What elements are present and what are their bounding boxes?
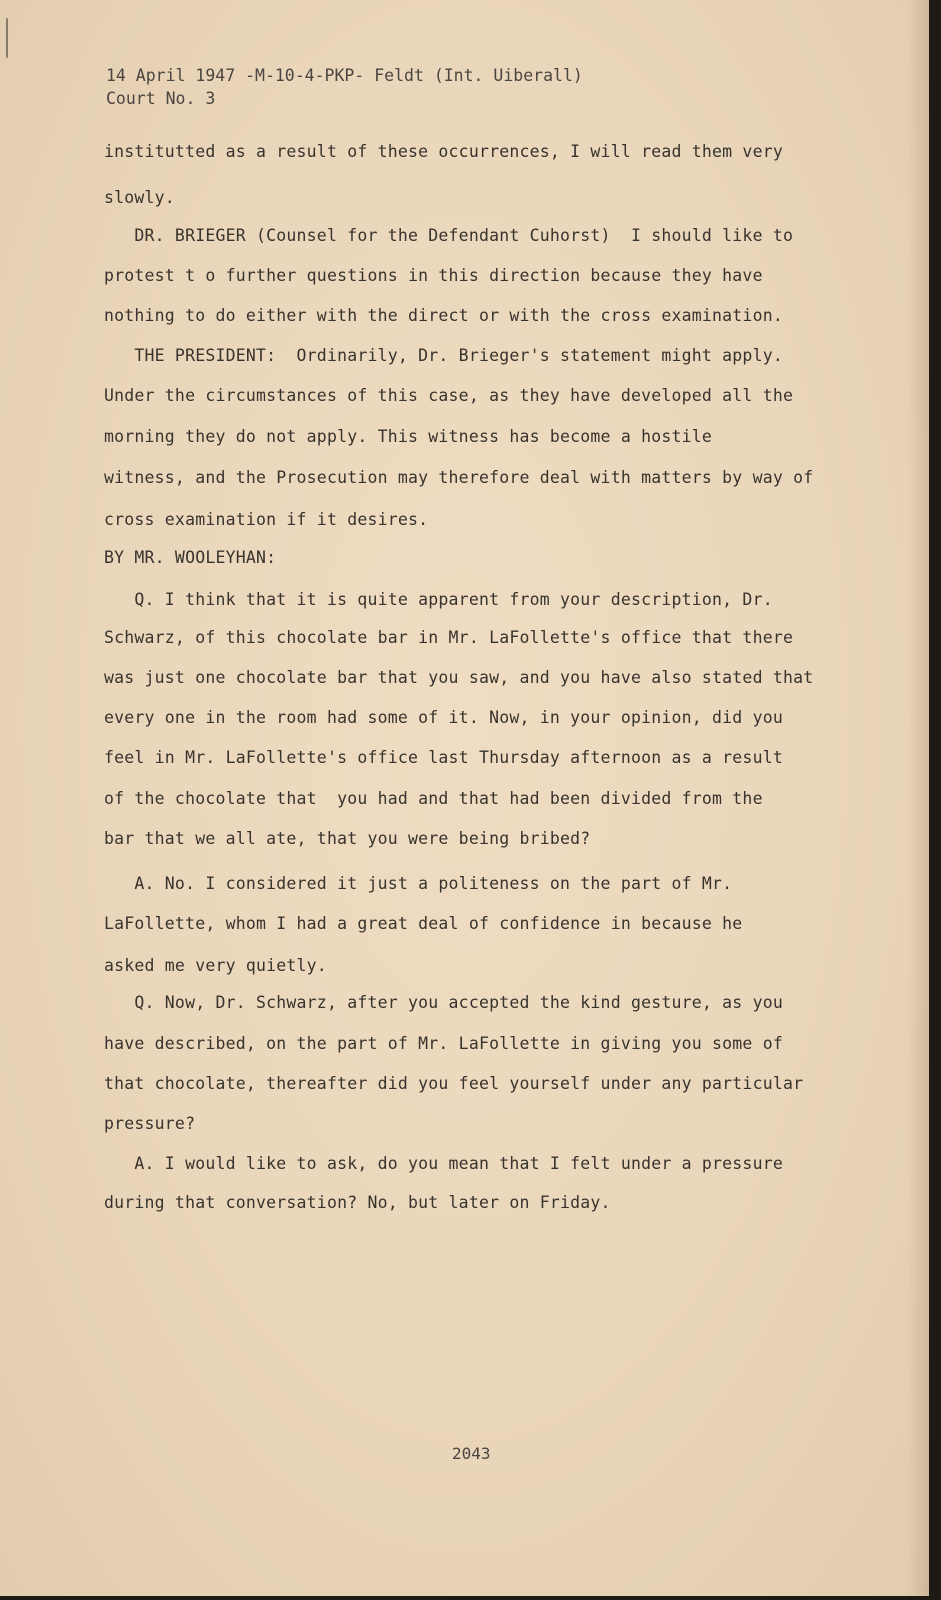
page-header <box>106 64 583 110</box>
transcript-line: bar that we all ate, that you were being bribed? <box>104 829 591 848</box>
transcript-line: during that conversation? No, but later on Friday. <box>104 1193 611 1212</box>
transcript-line: every one in the room had some of it. Now, in your opinion, did you <box>104 708 783 727</box>
transcript-line: slowly. <box>104 188 175 207</box>
transcript-line: BY MR. WOOLEYHAN: <box>104 548 277 567</box>
page-number: 2043 <box>452 1444 491 1463</box>
header-line-court: Court No. 3 <box>106 89 216 108</box>
transcript-line: Q. Now, Dr. Schwarz, after you accepted the kind gesture, as you <box>104 993 783 1012</box>
transcript-line: protest t o further questions in this direction because they have <box>104 266 763 285</box>
transcript-line: DR. BRIEGER (Counsel for the Defendant Cuhorst) I should like to <box>104 226 794 245</box>
transcript-line: that chocolate, thereafter did you feel yourself under any particular <box>104 1074 804 1093</box>
transcript-line: Q. I think that it is quite apparent from your description, Dr. <box>104 590 773 609</box>
transcript-line: A. No. I considered it just a politeness on the part of Mr. <box>104 874 733 893</box>
transcript-line: feel in Mr. LaFollette's office last Thursday afternoon as a result <box>104 748 783 767</box>
transcript-line: nothing to do either with the direct or with the cross examination. <box>104 306 783 325</box>
transcript-line: have described, on the part of Mr. LaFollette in giving you some of <box>104 1034 783 1053</box>
transcript-line: pressure? <box>104 1114 196 1133</box>
transcript-line: witness, and the Prosecution may therefore deal with matters by way of <box>104 468 814 487</box>
transcript-line: Under the circumstances of this case, as they have developed all the <box>104 386 794 405</box>
transcript-line: LaFollette, whom I had a great deal of confidence in because he <box>104 914 743 933</box>
transcript-line: of the chocolate that you had and that had been divided from the <box>104 789 763 808</box>
transcript-line: was just one chocolate bar that you saw, and you have also stated that <box>104 668 814 687</box>
transcript-line: morning they do not apply. This witness has become a hostile <box>104 427 713 446</box>
header-line-date-reference: 14 April 1947 -M-10-4-PKP- Feldt (Int. Uiberall) <box>106 66 583 85</box>
transcript-line: A. I would like to ask, do you mean that I felt under a pressure <box>104 1154 783 1173</box>
transcript-line: cross examination if it desires. <box>104 510 429 529</box>
transcript-line: asked me very quietly. <box>104 956 327 975</box>
transcript-line: Schwarz, of this chocolate bar in Mr. LaFollette's office that there <box>104 628 794 647</box>
margin-mark <box>6 18 8 58</box>
transcript-line: THE PRESIDENT: Ordinarily, Dr. Brieger's statement might apply. <box>104 346 783 365</box>
transcript-line: institutted as a result of these occurrences, I will read them very <box>104 142 783 161</box>
page-edge-shadow <box>907 0 929 1596</box>
